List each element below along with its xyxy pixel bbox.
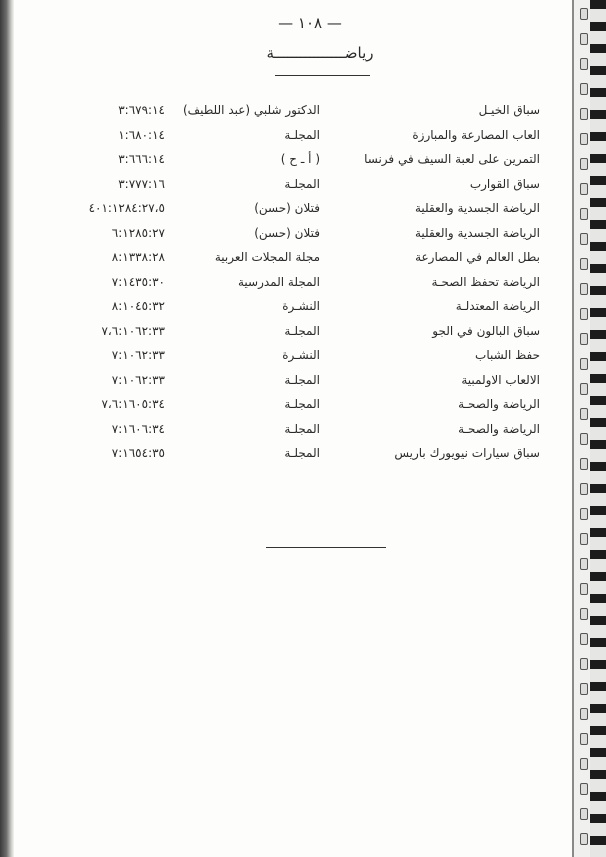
entry-author: المجلـة [284,397,320,411]
entry-reference: ٣:٧٧٧:١٦ [118,176,165,191]
entry-author: المجلـة [284,421,320,436]
entry-title: بطل العالم في المصارعة [415,250,540,264]
entry-author: المجلـة [284,127,320,142]
list-item [40,172,560,197]
binding-hole [580,433,588,445]
entry-title: التمرين على لعبة السيف في فرنسا [364,152,540,166]
entry-author: المجلـة [284,446,320,460]
list-item [40,368,560,393]
binding-hole [580,283,588,295]
entry-author: مجلة المجلات العربية [214,250,320,264]
binding-hole [580,483,588,495]
list-item [40,270,560,295]
binding-hole [580,558,588,570]
entry-reference: ٨:١٣٣٨:٢٨ [111,250,165,264]
list-item [40,441,560,466]
list-item [40,245,560,270]
binding-hole [580,583,588,595]
entry-author: ( أ ـ ح ) [280,152,320,166]
binding-hole [580,233,588,245]
binding-hole [580,833,588,845]
entries-list [40,98,560,466]
binding-hole [580,408,588,420]
entry-title: سباق الخيـل [478,103,540,117]
binding-hole [580,783,588,795]
list-item [40,294,560,319]
entry-author: فتلان (حسن) [254,201,320,215]
entry-reference: ٦:١٢٨٥:٢٧ [111,225,165,240]
entry-reference: ٤٠١:١٢٨٤:٢٧،٥ [88,201,165,215]
binding-hole [580,683,588,695]
entry-author: المجلـة [284,323,320,338]
entry-author: النشـرة [282,348,320,362]
list-item [40,147,560,172]
entry-author: الدكتور شلبي (عبد اللطيف) [182,103,320,117]
entry-reference: ٧،٦:١٠٦٢:٣٣ [101,323,165,338]
list-item [40,319,560,344]
entry-title: حفظ الشباب [475,348,540,362]
binding-hole [580,133,588,145]
entry-title: سباق البالون في الجو [432,323,540,338]
binding-hole [580,208,588,220]
entry-author: المجلـة [284,176,320,191]
heading-underline [275,75,370,76]
page-number: — ١٠٨ — [278,14,342,32]
binding-hole [580,183,588,195]
list-item [40,98,560,123]
binding-hole [580,108,588,120]
binding-hole [580,608,588,620]
entry-title: الرياضة المعتدلـة [455,299,540,313]
binding-hole [580,658,588,670]
entry-reference: ٧:١٠٦٢:٣٣ [111,372,165,387]
entry-title: الرياضة تحفظ الصحـة [431,274,540,289]
list-item [40,343,560,368]
binding-hole [580,58,588,70]
binding-hole [580,83,588,95]
entry-title: سباق سيارات نيويورك باريس [394,446,540,460]
entry-title: الرياضة الجسدية والعقلية [414,225,540,240]
entry-reference: ٧:١٤٣٥:٣٠ [111,274,165,289]
entry-title: العاب المصارعة والمبارزة [412,127,540,142]
entry-reference: ١:٦٨٠:١٤ [118,127,165,142]
entry-author: المجلـة [284,372,320,387]
list-item [40,196,560,221]
entry-reference: ٨:١٠٤٥:٣٢ [111,299,165,313]
binding-hole [580,8,588,20]
binding-hole [580,158,588,170]
entry-title: الرياضة والصحـة [458,421,540,436]
list-item [40,123,560,148]
entry-reference: ٧:١٦٥٤:٣٥ [111,446,165,460]
entry-author: فتلان (حسن) [254,225,320,240]
binding-hole [580,533,588,545]
binding-hole [580,258,588,270]
binding-hole [580,733,588,745]
binding-hole [580,633,588,645]
entry-reference: ٣:٦٧٩:١٤ [118,103,165,117]
binding-hole [580,358,588,370]
binding-hole [580,708,588,720]
binding-hole [580,458,588,470]
binding-hole [580,333,588,345]
binding-hole [580,308,588,320]
section-end-rule [266,547,386,548]
list-item [40,221,560,246]
list-item [40,392,560,417]
section-heading: رياضــــــــــــــــة [266,44,374,62]
binding-hole [580,33,588,45]
entry-title: الرياضة والصحـة [458,397,540,411]
binding-hole [580,383,588,395]
entry-reference: ٧،٦:١٦٠٥:٣٤ [101,397,165,411]
entry-reference: ٧:١٦٠٦:٣٤ [111,421,165,436]
binding-strip [572,0,606,857]
entry-author: النشـرة [282,299,320,313]
entry-reference: ٣:٦٦٦:١٤ [118,152,165,166]
binding-bar [590,0,606,857]
list-item [40,417,560,442]
entry-title: سباق القوارب [469,176,540,191]
entry-author: المجلة المدرسية [237,274,320,289]
entry-reference: ٧:١٠٦٢:٣٣ [111,348,165,362]
binding-hole [580,508,588,520]
binding-hole [580,808,588,820]
binding-hole [580,758,588,770]
scan-edge [0,0,14,857]
entry-title: الرياضة الجسدية والعقلية [414,201,540,215]
entry-title: الالعاب الاولمبية [461,372,540,387]
